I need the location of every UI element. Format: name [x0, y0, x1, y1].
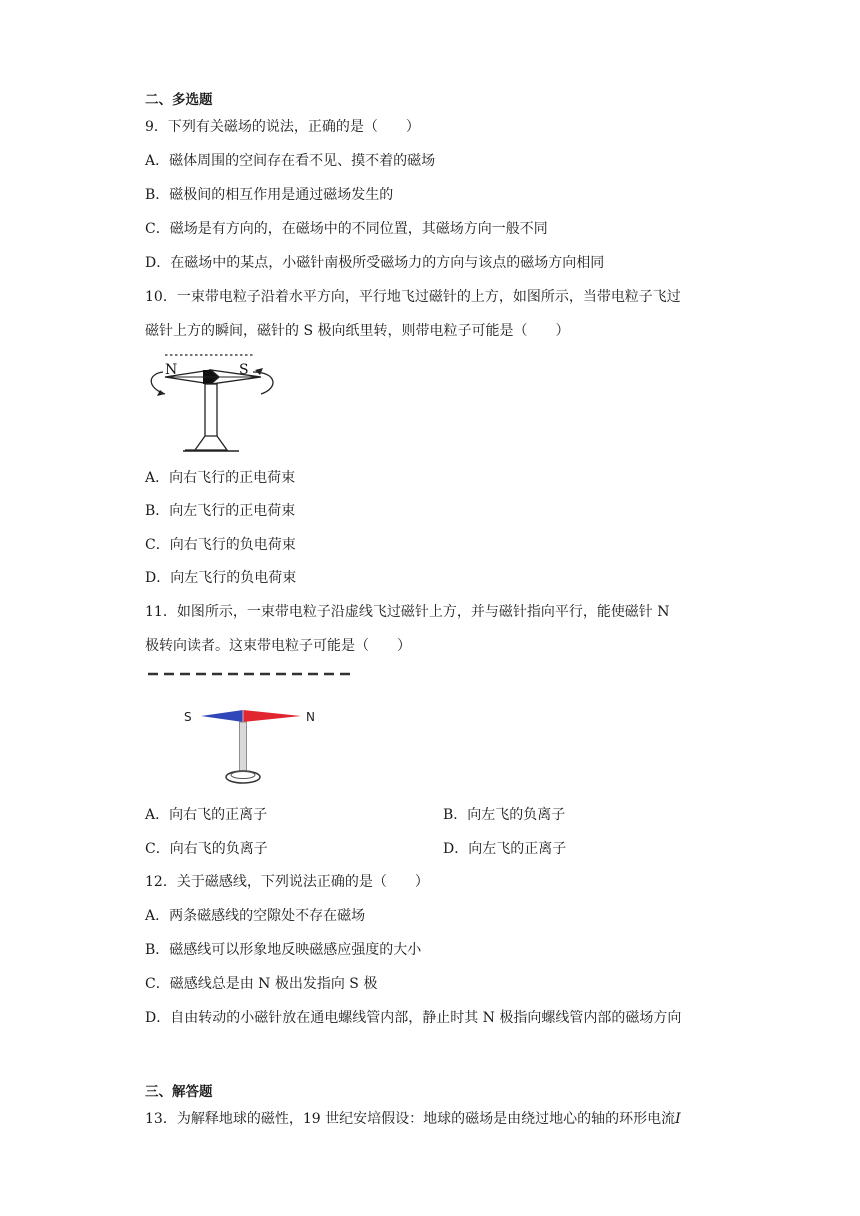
q11-option-d: D．向左飞的正离子	[443, 841, 567, 857]
q10-option-c: C．向右飞行的负电荷束	[145, 537, 296, 553]
right-rotation-arrow	[253, 372, 273, 394]
q10-figure-compass-on-stand	[143, 350, 283, 455]
q12-option-b: B．磁感线可以形象地反映磁感应强度的大小	[145, 942, 422, 958]
q11-option-b: B．向左飞的负离子	[443, 807, 566, 823]
q10-label-s: S	[239, 362, 249, 378]
q11-option-a: A．向右飞的正离子	[145, 807, 268, 823]
needle-stand-post	[240, 722, 247, 774]
q12-option-c: C．磁感线总是由 N 极出发指向 S 极	[145, 976, 378, 992]
q11-stem-line2: 极转向读者。这束带电粒子可能是（ ）	[145, 638, 411, 654]
q9-option-a: A．磁体周围的空间存在看不见、摸不着的磁场	[145, 153, 436, 169]
q9-option-c: C．磁场是有方向的，在磁场中的不同位置，其磁场方向一般不同	[145, 221, 548, 237]
q11-label-n: N	[306, 710, 315, 724]
q12-stem: 12．关于磁感线，下列说法正确的是（ ）	[145, 874, 429, 890]
q9-option-d: D．在磁场中的某点，小磁针南极所受磁场力的方向与该点的磁场方向相同	[145, 255, 605, 271]
q10-option-a: A．向右飞行的正电荷束	[145, 470, 296, 486]
q12-option-d: D．自由转动的小磁针放在通电螺线管内部，静止时其 N 极指向螺线管内部的磁场方向	[145, 1010, 682, 1026]
q11-figure-colored-needle	[143, 665, 363, 795]
q13-current-variable: I	[675, 1111, 681, 1127]
q9-option-b: B．磁极间的相互作用是通过磁场发生的	[145, 187, 394, 203]
q9-stem: 9．下列有关磁场的说法，正确的是（ ）	[145, 119, 420, 135]
q10-option-b: B．向左飞行的正电荷束	[145, 503, 296, 519]
q12-option-a: A．两条磁感线的空隙处不存在磁场	[145, 908, 366, 924]
q10-stem-line1: 10．一束带电粒子沿着水平方向，平行地飞过磁针的上方，如图所示，当带电粒子飞过	[145, 289, 681, 305]
q11-label-s: S	[184, 710, 192, 724]
section-heading-answer-questions: 三、解答题	[145, 1084, 213, 1100]
section-heading-multiple-choice: 二、多选题	[145, 92, 213, 108]
q10-option-d: D．向左飞行的负电荷束	[145, 570, 297, 586]
q10-stem-line2: 磁针上方的瞬间，磁针的 S 极向纸里转，则带电粒子可能是（ ）	[145, 323, 570, 339]
q11-stem-line1: 11．如图所示，一束带电粒子沿虚线飞过磁针上方，并与磁针指向平行，能使磁针 N	[145, 604, 670, 620]
needle-n-half-red	[243, 710, 301, 722]
q11-option-c: C．向右飞的负离子	[145, 841, 268, 857]
needle-s-half-blue	[201, 710, 243, 722]
needle-stand-post	[205, 384, 217, 438]
q13-stem-text: 13．为解释地球的磁性，19 世纪安培假设：地球的磁场是由绕过地心的轴的环形电流	[145, 1111, 676, 1127]
left-rotation-arrow	[151, 372, 165, 394]
q13-stem	[145, 1110, 681, 1128]
q10-label-n: N	[165, 362, 178, 378]
